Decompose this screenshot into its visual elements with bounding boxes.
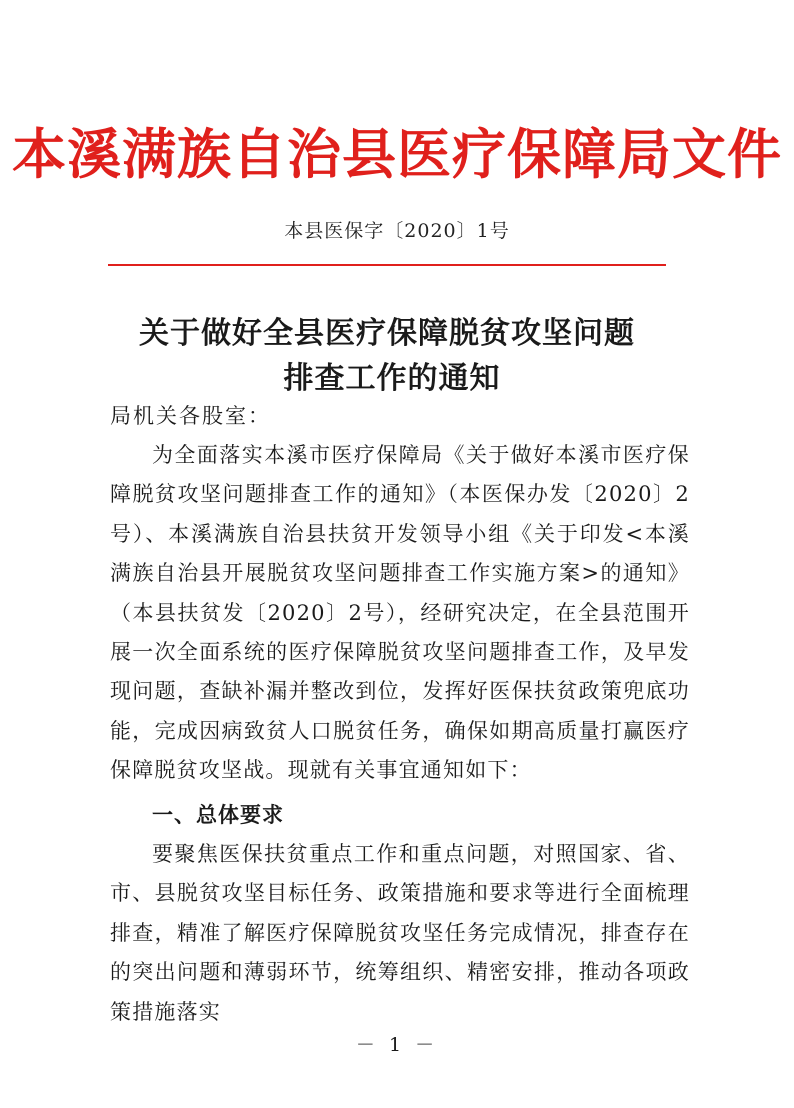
red-separator-line [108, 264, 666, 266]
document-header-title: 本溪满族自治县医疗保障局文件 [12, 123, 782, 186]
body-paragraph-1: 为全面落实本溪市医疗保障局《关于做好本溪市医疗保障脱贫攻坚问题排查工作的通知》（本医保办发〔2020〕2号）、本溪满族自治县扶贫开发领导小组《关于印发<本溪满族自治县开展脱贫攻坚问题排查工作实施方案>的通知》（本县扶贫发〔2020〕2号），经研究决定，在全县范围开展一次全面系统的医疗保障脱贫攻坚问题排查工作，及早发现问题，查缺补漏并整改到位，发挥好医保扶贫政策兜底功能，完成因病致贫人口脱贫任务，确保如期高质量打赢医疗保障脱贫攻坚战。现就有关事宜通知如下： [110, 443, 690, 783]
body-paragraph-2: 要聚焦医保扶贫重点工作和重点问题，对照国家、省、市、县脱贫攻坚目标任务、政策措施和要求等进行全面梳理排查，精准了解医疗保障脱贫攻坚任务完成情况，排查存在的突出问题和薄弱环节，统筹组织、精密安排，推动各项政策措施落实 [110, 842, 690, 1024]
notice-title-line-1: 关于做好全县医疗保障脱贫攻坚问题 [139, 316, 635, 351]
section-heading-1: 一、总体要求 [152, 803, 284, 827]
document-number: 本县医保字〔2020〕1号 [284, 220, 510, 242]
page-number: － 1 － [355, 1034, 439, 1056]
notice-title-line-2: 排查工作的通知 [283, 361, 501, 396]
salutation: 局机关各股室： [110, 404, 271, 428]
